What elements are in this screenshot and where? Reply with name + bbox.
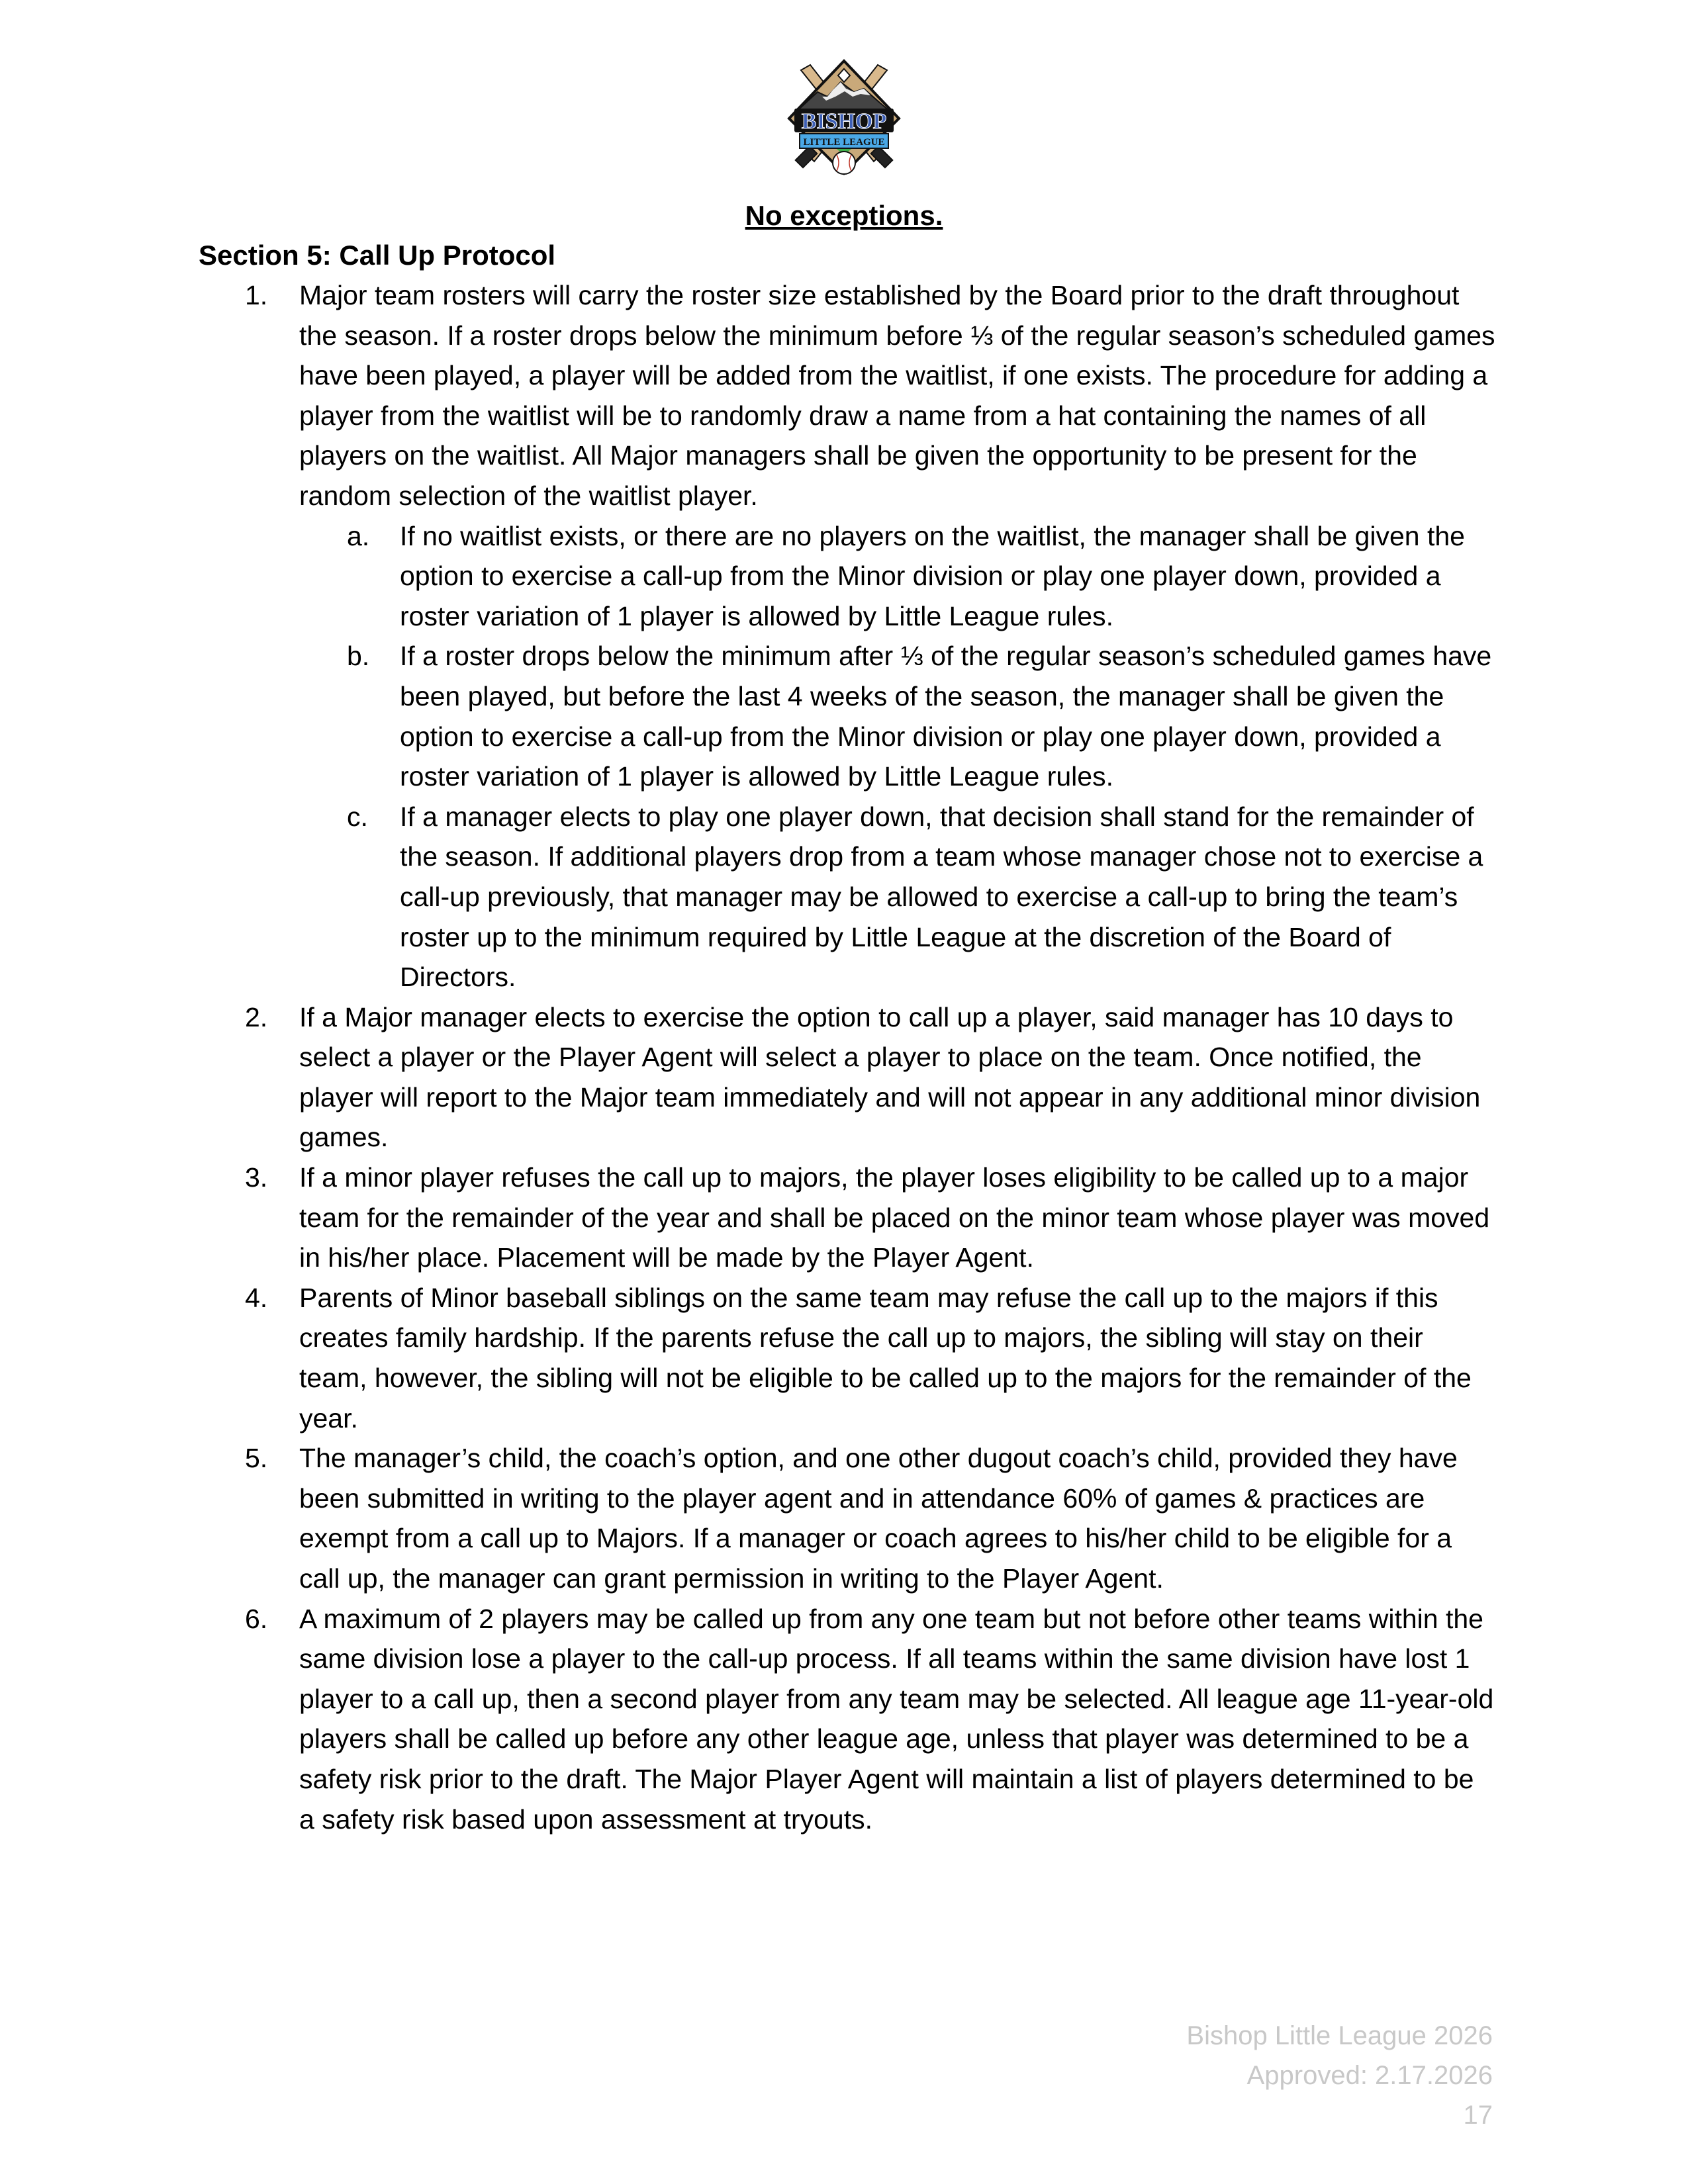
item-text: A maximum of 2 players may be called up from any one team but not before other teams within the same division lose a player to the call-up process. If all teams within the same division have lost 1 player to a call up, then a second player from any team may be selected. All league age 11-year-old players shall be called up before any other league age, unless that player was determined to be a safety risk prior to the draft. The Major Player Agent will maintain a list of players determined to be a safety risk based upon assessment at tryouts.	[299, 1603, 1494, 1835]
sub-item-letter: c.	[347, 801, 368, 832]
sub-list-item	[299, 797, 1496, 997]
bishop-little-league-logo-icon	[781, 56, 907, 181]
section-title: Section 5: Call Up Protocol	[199, 240, 556, 271]
item-number: 1.	[245, 280, 268, 310]
footer-approved-date: Approved: 2.17.2026	[1246, 2061, 1493, 2090]
item-text: Parents of Minor baseball siblings on the same team may refuse the call up to the majors if this creates family hardship. If the parents refuse the call up to majors, the sibling will stay on their team, however, the sibling will not be eligible to be called up to the majors for the remainder of the year.	[299, 1282, 1472, 1433]
list-item	[199, 275, 1496, 997]
list-item	[199, 1599, 1496, 1840]
sub-list-item	[299, 636, 1496, 796]
logo-subtitle: LITTLE LEAGUE	[803, 137, 885, 148]
item-text: If a minor player refuses the call up to majors, the player loses eligibility to be called up to a major team for the remainder of the year and shall be placed on the minor team whose player was moved in his/her place. Placement will be made by the Player Agent.	[299, 1162, 1490, 1273]
list-item	[199, 1278, 1496, 1438]
sub-item-letter: b.	[347, 641, 370, 672]
list-item	[199, 1438, 1496, 1598]
footer-org: Bishop Little League 2026	[1186, 2021, 1493, 2050]
no-exceptions-notice: No exceptions.	[745, 200, 943, 231]
list-item	[199, 1158, 1496, 1278]
item-number: 3.	[245, 1162, 268, 1193]
sub-item-letter: a.	[347, 520, 370, 551]
item-number: 6.	[245, 1603, 268, 1634]
league-logo	[781, 56, 907, 181]
item-text: If a Major manager elects to exercise the option to call up a player, said manager has 10 days to select a player or the Player Agent will select a player to place on the team. Once notified, the player will report to the Major team immediately and will not appear in any additional minor division games.	[299, 1001, 1481, 1153]
item-text: Major team rosters will carry the roster size established by the Board prior to the draft throughout the season. If a roster drops below the minimum before ⅓ of the regular season’s scheduled games have been played, a player will be added from the waitlist, if one exists. The procedure for adding a player from the waitlist will be to randomly draw a name from a hat containing the names of all players on the waitlist. All Major managers shall be given the opportunity to be present for the random selection of the waitlist player.	[299, 280, 1495, 511]
sub-item-text: If a manager elects to play one player down, that decision shall stand for the remainder of the season. If additional players drop from a team whose manager chose not to exercise a call-up previously, that manager may be allowed to exercise a call-up to bring the team’s roster up to the minimum required by Little League at the discretion of the Board of Directors.	[400, 801, 1483, 993]
logo-title: BISHOP	[801, 109, 887, 134]
item-text: The manager’s child, the coach’s option, and one other dugout coach’s child, provided they have been submitted in writing to the player agent and in attendance 60% of games & practices are exempt from a call up to Majors. If a manager or coach agrees to his/her child to be eligible for a call up, the manager can grant permission in writing to the Player Agent.	[299, 1443, 1458, 1594]
page-number: 17	[1463, 2101, 1493, 2130]
list-item	[199, 997, 1496, 1158]
item-number: 4.	[245, 1282, 268, 1313]
sub-item-text: If no waitlist exists, or there are no players on the waitlist, the manager shall be given the option to exercise a call-up from the Minor division or play one player down, provided a roster variation of 1 player is allowed by Little League rules.	[400, 520, 1465, 631]
sub-list-item	[299, 516, 1496, 637]
sub-item-text: If a roster drops below the minimum after ⅓ of the regular season’s scheduled games have been played, but before the last 4 weeks of the season, the manager shall be given the option to exercise a call-up from the Minor division or play one player down, provided a roster variation of 1 player is allowed by Little League rules.	[400, 641, 1492, 792]
page-footer	[1186, 2016, 1493, 2135]
call-up-protocol-list	[199, 275, 1496, 1839]
item-number: 5.	[245, 1443, 268, 1474]
item-number: 2.	[245, 1001, 268, 1032]
